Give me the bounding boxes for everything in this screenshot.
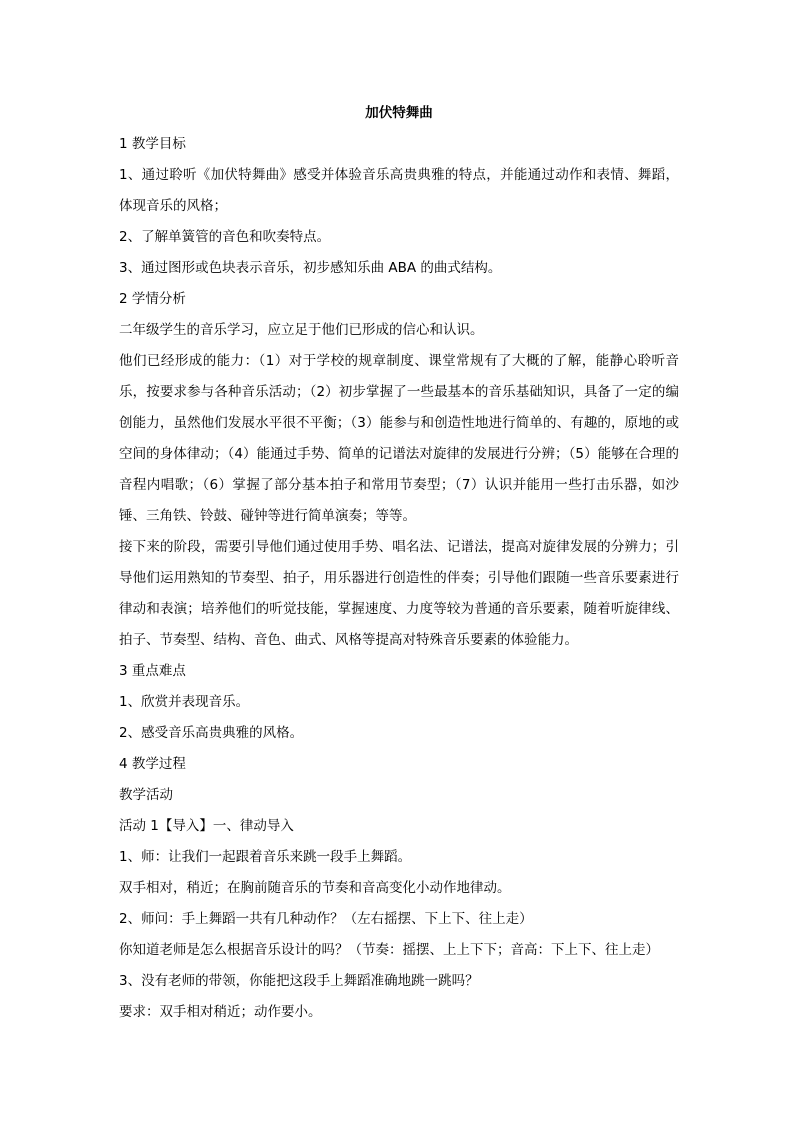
- paragraph: 3、通过图形或色块表示音乐，初步感知乐曲 ABA 的曲式结构。: [119, 260, 502, 276]
- paragraph: 二年级学生的音乐学习，应立足于他们已形成的信心和认识。: [119, 322, 484, 338]
- paragraph: 3、没有老师的带领，你能把这段手上舞蹈准确地跳一跳吗？: [119, 973, 479, 989]
- paragraph: 1、通过聆听《加伏特舞曲》感受并体验音乐高贵典雅的特点，并能通过动作和表情、舞蹈，体现音乐的风格；: [119, 167, 679, 214]
- paragraph: 教学活动: [119, 787, 173, 803]
- paragraph: 你知道老师是怎么根据音乐设计的吗？（节奏：摇摆、上上下下；音高：下上下、往上走）: [119, 942, 659, 958]
- section-heading-process: 4 教学过程: [119, 756, 186, 772]
- document-title: 加伏特舞曲: [365, 105, 433, 121]
- paragraph: 双手相对，稍近；在胸前随音乐的节奏和音高变化小动作地律动。: [119, 880, 511, 896]
- section-heading-key-points: 3 重点难点: [119, 663, 186, 679]
- paragraph: 2、师问：手上舞蹈一共有几种动作？（左右摇摆、下上下、往上走）: [119, 911, 533, 927]
- paragraph: 1、欣赏并表现音乐。: [119, 694, 250, 710]
- paragraph: 2、了解单簧管的音色和吹奏特点。: [119, 229, 331, 245]
- paragraph: 活动 1【导入】一、律动导入: [119, 818, 294, 834]
- paragraph: 接下来的阶段，需要引导他们通过使用手势、唱名法、记谱法，提高对旋律发展的分辨力；引导他们运用熟知的节奏型、拍子，用乐器进行创造性的伴奏；引导他们跟随一些音乐要素进行律动和表演；培养他们的听觉技能，掌握速度、力度等较为普通的音乐要素，随着听旋律线、拍子、节奏型、结构、音色、曲式、风格等提高对特殊音乐要素的体验能力。: [119, 539, 679, 648]
- paragraph: 1、师：让我们一起跟着音乐来跳一段手上舞蹈。: [119, 849, 412, 865]
- paragraph: 要求：双手相对稍近；动作要小。: [119, 1004, 322, 1020]
- paragraph: 2、感受音乐高贵典雅的风格。: [119, 725, 304, 741]
- section-heading-objectives: 1 教学目标: [119, 136, 186, 152]
- section-heading-analysis: 2 学情分析: [119, 291, 186, 307]
- document-body: [119, 98, 679, 1028]
- paragraph: 他们已经形成的能力：（1）对于学校的规章制度、课堂常规有了大概的了解，能静心聆听音乐，按要求参与各种音乐活动；（2）初步掌握了一些最基本的音乐基础知识，具备了一定的编创能力，虽然他们发展水平很不平衡；（3）能参与和创造性地进行简单的、有趣的，原地的或空间的身体律动；（4）能通过手势、简单的记谱法对旋律的发展进行分辨；（5）能够在合理的音程内唱歌；（6）掌握了部分基本拍子和常用节奏型；（7）认识并能用一些打击乐器，如沙锤、三角铁、铃鼓、碰钟等进行简单演奏；等等。: [119, 353, 679, 524]
